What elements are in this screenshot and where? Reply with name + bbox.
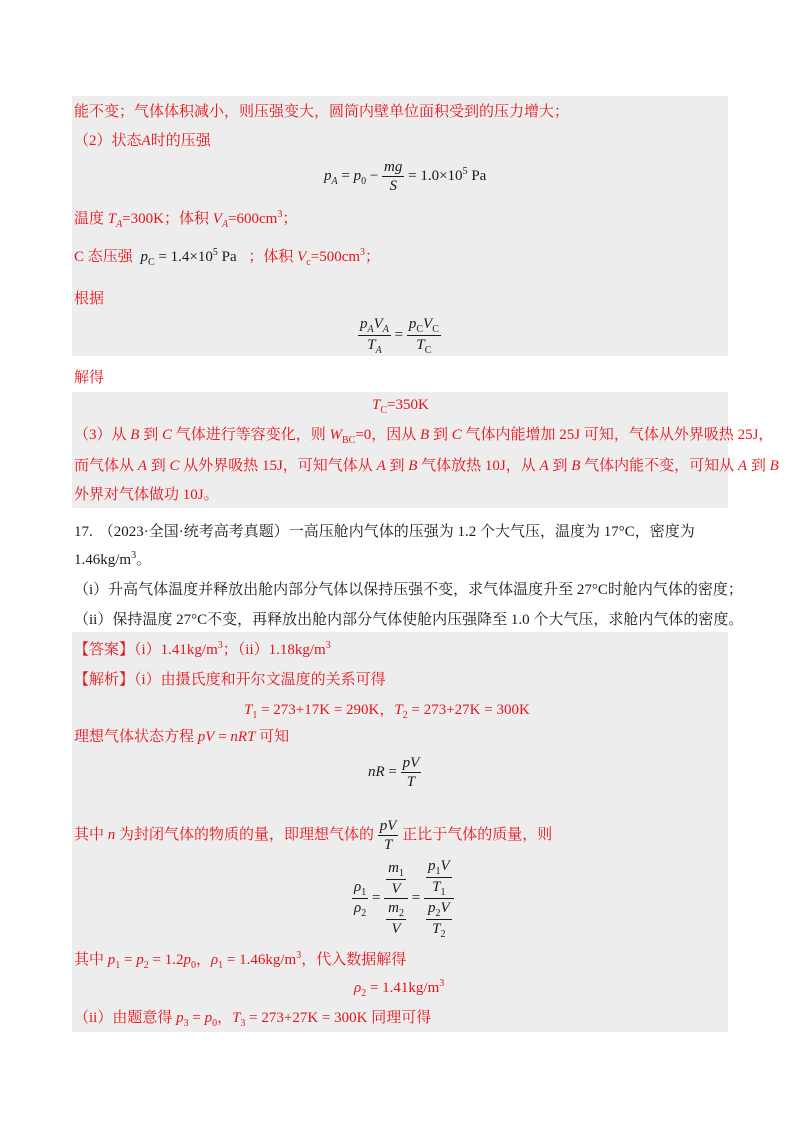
- c-state-prefix: C 态压强: [74, 249, 133, 265]
- question-number: 17.: [74, 524, 93, 540]
- part3-line2: 而气体从 A 到 C 从外界吸热 15J，可知气体从 A 到 B 气体放热 10J，从 A 到 B 气体内能不变，可知从 A 到 B: [74, 458, 779, 474]
- equation-ratio: $\frac{p_AV_A}{T_A}$ = $\frac{p_CV_C}{T_C}$: [360, 316, 439, 356]
- question-text: 一高压舱内气体的压强为 1.2 个大气压，温度为 17°C，密度为: [288, 524, 695, 540]
- part2-heading: [74, 131, 211, 151]
- tc-result: $T_C=350K$: [372, 397, 429, 416]
- analysis-line: [74, 670, 386, 690]
- question-17-line1: [74, 522, 695, 542]
- part-ii-line: （ii）由题意得 $p_3 = p_0$，$T_3 = 273+27K = 300K$ 同理可得: [74, 1010, 432, 1029]
- equation-rho: $\frac{\rho_1}{\rho_2}$ = $\frac{\frac{m_1}{V}}{\frac{m_2}{V}}$ = $\frac{\frac{p_1V}{T_1}}{\frac{p_2V}{T_2}}$: [352, 857, 454, 940]
- ideal-gas-line: 理想气体状态方程 pV = nRT 可知: [74, 729, 290, 745]
- part2-prefix: （2）状态: [74, 133, 142, 149]
- rho2-result: $\rho_2 = 1.41kg/m^3$: [354, 978, 445, 999]
- gen-ju: 根据: [74, 291, 105, 307]
- analysis-text: （i）由摄氏度和开尔文温度的关系可得: [134, 672, 386, 688]
- answer-tag: 【答案】: [74, 642, 135, 658]
- part3-line1: （3）从 B 到 C 气体进行等容变化，则 $W_{BC}=0$，因从 B 到 C 气体内能增加 25J 可知，气体从外界吸热 25J，: [74, 427, 774, 446]
- equation-nR: nR = $\frac{pV}{T}$: [368, 755, 420, 790]
- part3-line3: 外界对气体做功 10J。: [74, 487, 219, 503]
- given-line: 其中 $p_1 = p_2 = 1.2p_0$，$\rho_1 = 1.46kg/m^3$，代入数据解得: [74, 950, 407, 971]
- sub-question-i: （i）升高气体温度并释放出舱内部分气体以保持压强不变，求气体温度升至 27°C时舱内气体的密度；: [74, 582, 743, 598]
- part2-suffix: 时的压强: [150, 133, 211, 149]
- jie-de: 解得: [74, 370, 105, 386]
- part2-A: A: [141, 133, 151, 149]
- n-line: 其中 n 为封闭气体的物质的量，即理想气体的 $\frac{pV}{T}$ 正比于气体的质量，则: [74, 818, 553, 853]
- question-17-line2: $1.46kg/m^3$。: [74, 550, 152, 568]
- sub-question-ii: （ii）保持温度 27°C不变，再释放出舱内部分气体使舱内压强降至 1.0 个大气压，求舱内气体的密度。: [74, 612, 744, 628]
- answer-line: 【答案】$(i)1.41kg/m^3$；$(ii)1.18kg/m^3$: [74, 640, 331, 658]
- analysis-tag: 【解析】: [74, 672, 135, 688]
- c-state-line: C 态压强 $p_C = 1.4\times 10^5$ Pa ；体积 $V_c=500cm^3$；: [74, 247, 381, 268]
- temp-line: 温度 $T_A=300K$；体积 $V_A=600cm^3$；: [74, 209, 298, 230]
- text-line-16-1: 能不变；气体体积减小，则压强变大，圆筒内壁单位面积受到的压力增大；: [74, 104, 570, 120]
- question-source: （2023·全国·统考高考真题）: [98, 524, 289, 540]
- equation-pA: $p_A = p_0$ − $\frac{mg}{S}$ = $1.0\times 10^5$ Pa: [324, 159, 487, 194]
- temperature-equation: $T_1 = 273+17K = 290K$，$T_2 = 273+27K = 300K$: [244, 702, 530, 721]
